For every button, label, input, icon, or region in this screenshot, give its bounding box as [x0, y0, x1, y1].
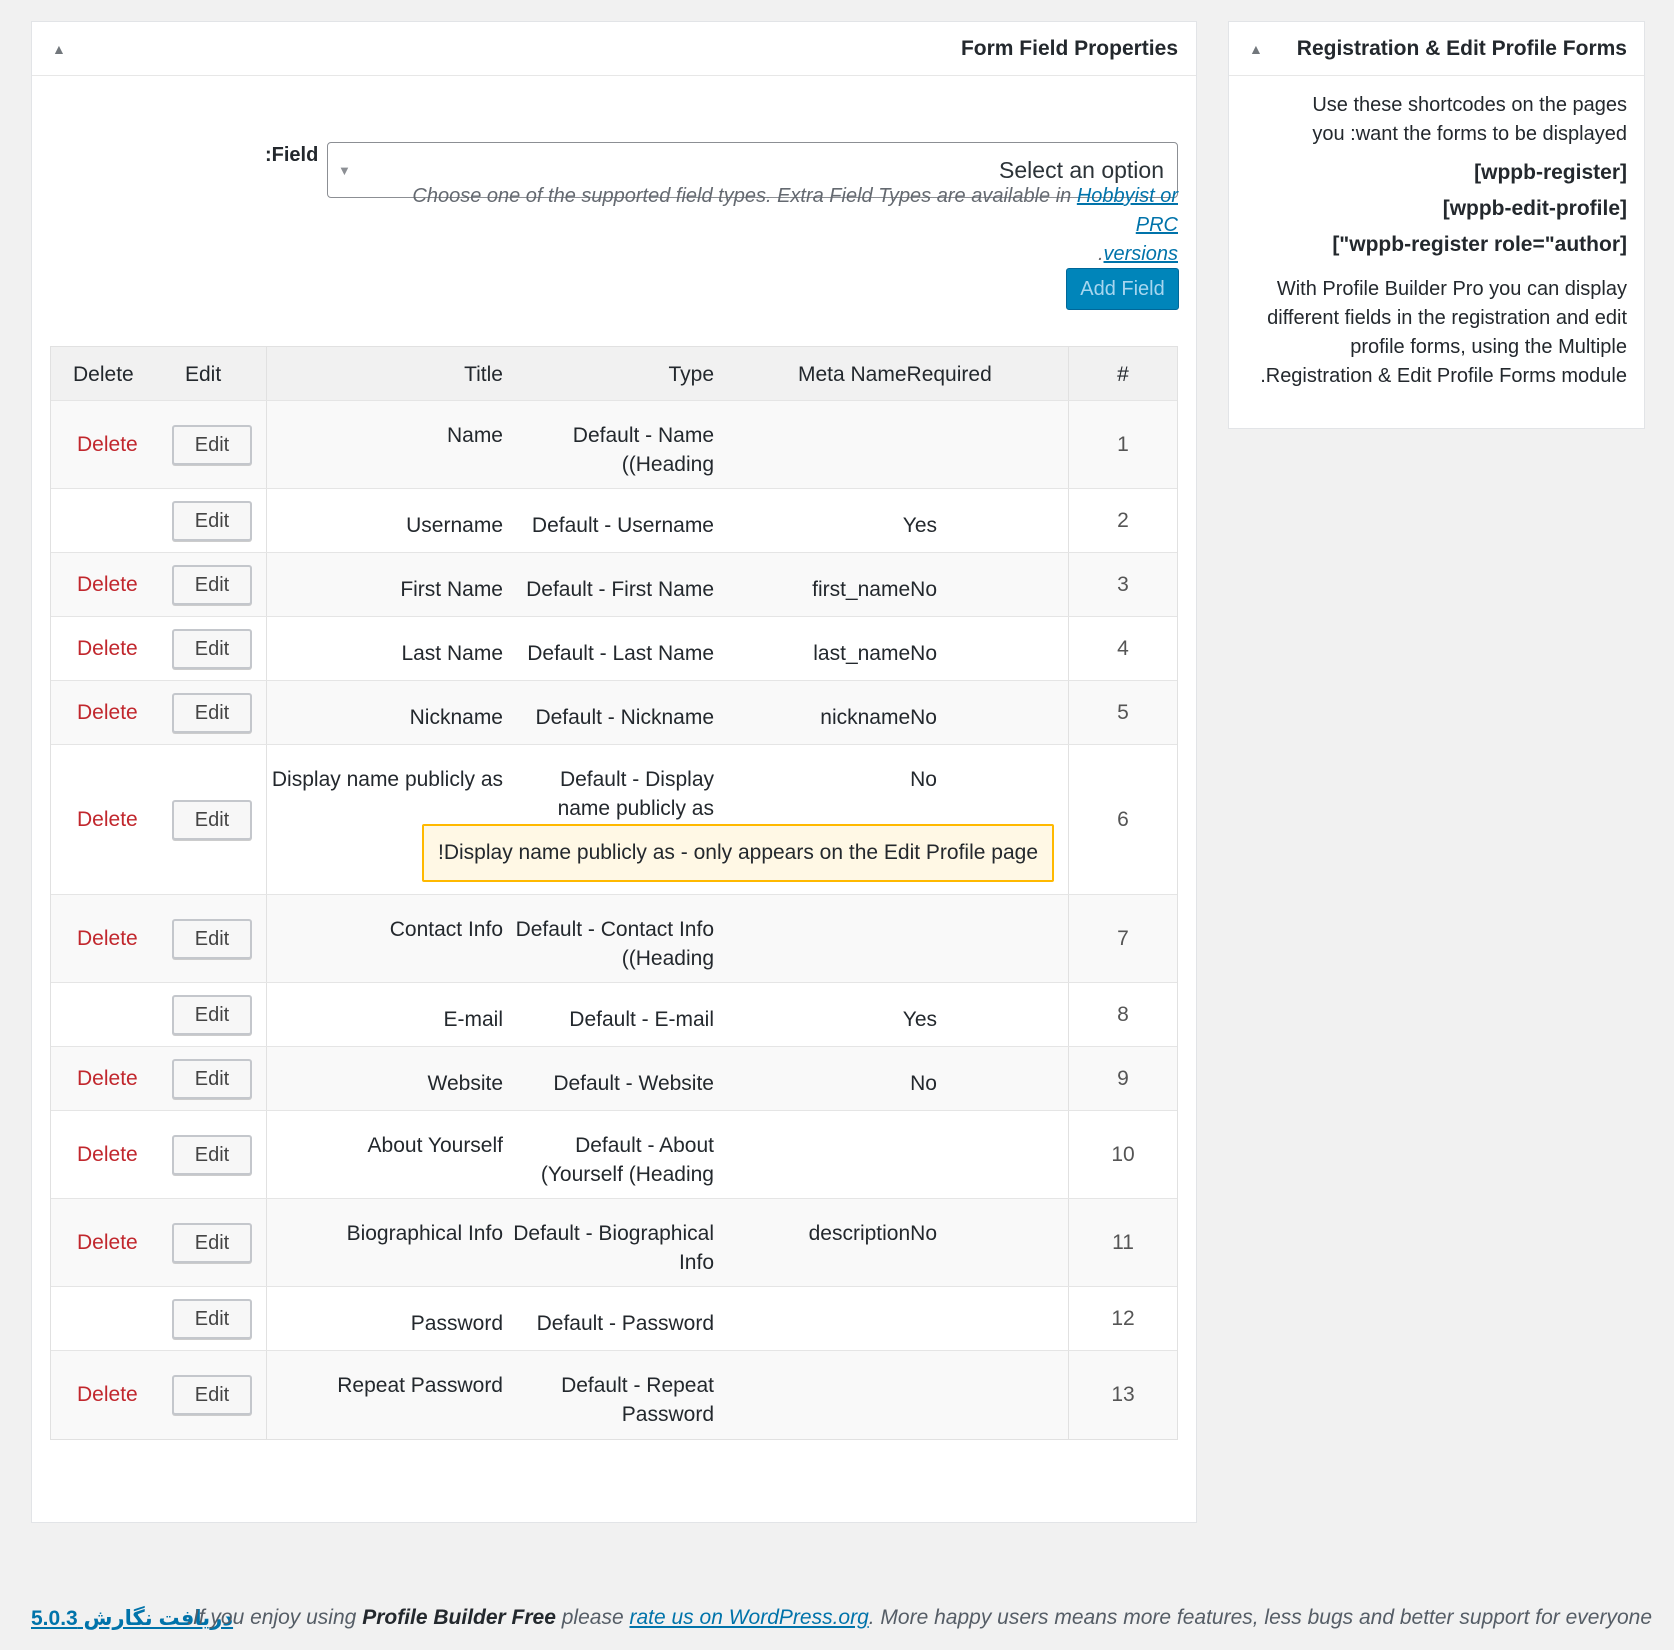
table-row [51, 1287, 1177, 1351]
field-title: Display name publicly as [271, 768, 503, 791]
table-row [51, 1047, 1177, 1111]
edit-button[interactable]: Edit [172, 425, 252, 465]
hint-text: Choose one of the supported field types. Extra Field Types are available in [412, 185, 1072, 207]
delete-link[interactable]: Delete [77, 808, 138, 831]
field-meta-required: No [910, 1072, 937, 1095]
collapse-toggle-icon[interactable]: ▲ [1249, 40, 1263, 57]
field-title: About Yourself [367, 1134, 503, 1157]
delete-link[interactable]: Delete [77, 433, 138, 456]
field-number: 9 [1117, 1067, 1129, 1090]
form-field-properties-box [31, 21, 1197, 1523]
shortcode-list [1249, 155, 1627, 263]
field-type: Default - Repeat Password [561, 1374, 714, 1426]
table-row [51, 617, 1177, 681]
delete-link[interactable]: Delete [77, 1067, 138, 1090]
side-box-title: Registration & Edit Profile Forms [1296, 36, 1627, 60]
field-meta-required: Yes [902, 514, 937, 537]
footer-post: . More happy users means more features, less bugs and better support for everyone [868, 1606, 1652, 1629]
field-title: Website [427, 1072, 503, 1095]
table-row [51, 745, 1177, 895]
table-row [51, 895, 1177, 983]
delete-link[interactable]: Delete [77, 573, 138, 596]
table-row [51, 489, 1177, 553]
chevron-down-icon: ▼ [338, 162, 351, 178]
edit-button[interactable]: Edit [172, 565, 252, 605]
footer-mid: please [561, 1606, 624, 1629]
edit-button[interactable]: Edit [172, 629, 252, 669]
shortcode-register: [wppb-register] [1474, 161, 1627, 184]
field-number: 11 [1112, 1231, 1134, 1254]
field-type: Default - Biographical Info [513, 1222, 714, 1274]
table-row [51, 1111, 1177, 1199]
field-type: Default - Nickname [535, 706, 714, 729]
footer-brand: Profile Builder Free [362, 1606, 556, 1629]
field-number: 5 [1117, 701, 1129, 724]
field-meta-required: nicknameNo [820, 706, 937, 729]
pro-upsell-text: With Profile Builder Pro you can display different fields in the registration and edit profile forms, using the Multiple .Registration & Edit Profile Forms module [1260, 278, 1627, 387]
registration-forms-header [1229, 22, 1644, 76]
edit-profile-notice: !Display name publicly as - only appears on the Edit Profile page [422, 824, 1054, 882]
field-meta-required: descriptionNo [808, 1222, 937, 1245]
edit-button[interactable]: Edit [172, 1375, 252, 1415]
select-value: Select an option [999, 156, 1164, 183]
edit-button[interactable]: Edit [172, 919, 252, 959]
shortcode-register-author: ["wppb-register role="author] [1332, 233, 1627, 256]
field-title: Contact Info [389, 918, 503, 941]
field-type: Default - E-mail [569, 1008, 714, 1031]
delete-link[interactable]: Delete [77, 1383, 138, 1406]
table-row [51, 1351, 1177, 1439]
field-meta-required: No [910, 768, 937, 791]
field-number: 6 [1117, 808, 1129, 831]
header-number: # [1117, 363, 1129, 386]
header-edit: Edit [185, 363, 222, 386]
side-box-body [1229, 91, 1644, 391]
field-number: 3 [1117, 573, 1129, 596]
field-type: Default - Password [536, 1312, 714, 1335]
field-type: Default - About (Yourself (Heading [540, 1134, 714, 1186]
delete-link[interactable]: Delete [77, 637, 138, 660]
field-label: :Field [265, 144, 319, 166]
edit-button[interactable]: Edit [172, 1059, 252, 1099]
field-title: Last Name [401, 642, 503, 665]
delete-link[interactable]: Delete [77, 701, 138, 724]
field-type: Default - Name ((Heading [572, 424, 714, 476]
field-number: 8 [1117, 1003, 1129, 1026]
table-row [51, 553, 1177, 617]
edit-button[interactable]: Edit [172, 693, 252, 733]
header-delete: Delete [73, 363, 134, 386]
footer-rating-message [187, 1606, 1652, 1630]
header-title[interactable]: Title [464, 363, 503, 386]
delete-link[interactable]: Delete [77, 927, 138, 950]
table-row [51, 681, 1177, 745]
column-divider [266, 347, 267, 400]
shortcode-intro: Use these shortcodes on the pages you :want the forms to be displayed [1312, 94, 1627, 145]
delete-link[interactable]: Delete [77, 1231, 138, 1254]
field-type: Default - Website [553, 1072, 714, 1095]
edit-button[interactable]: Edit [172, 995, 252, 1035]
header-meta-required: Meta NameRequired [798, 363, 992, 386]
field-number: 12 [1111, 1307, 1135, 1330]
field-type-hint [378, 182, 1178, 269]
field-title: Password [410, 1312, 503, 1335]
field-number: 7 [1117, 927, 1129, 950]
field-meta-required: last_nameNo [813, 642, 937, 665]
table-row [51, 1199, 1177, 1287]
field-type: Default - Username [531, 514, 714, 537]
edit-button[interactable]: Edit [172, 1223, 252, 1263]
field-number: 4 [1117, 637, 1129, 660]
shortcode-edit-profile: [wppb-edit-profile] [1442, 197, 1627, 220]
table-header-row [51, 347, 1177, 401]
hobbyist-pro-link[interactable]: Hobbyist or PRC [1076, 185, 1178, 236]
form-field-properties-header [32, 22, 1196, 76]
field-title: E-mail [443, 1008, 503, 1031]
edit-button[interactable]: Edit [172, 1135, 252, 1175]
field-type: Default - First Name [526, 578, 714, 601]
box-title: Form Field Properties [960, 36, 1178, 60]
field-meta-required: Yes [902, 1008, 937, 1031]
edit-button[interactable]: Edit [172, 800, 252, 840]
collapse-toggle-icon[interactable]: ▲ [52, 40, 66, 57]
table-row [51, 401, 1177, 489]
field-title: Nickname [409, 706, 503, 729]
fields-table [50, 346, 1178, 1440]
field-meta-required: first_nameNo [812, 578, 937, 601]
field-type: Default - Display name publicly as [557, 768, 714, 820]
field-title: Biographical Info [346, 1222, 503, 1245]
field-type: Default - Last Name [527, 642, 714, 665]
field-title: Name [446, 424, 503, 447]
registration-forms-box [1228, 21, 1645, 429]
field-select-row [32, 122, 1198, 182]
field-number: 2 [1117, 509, 1129, 532]
add-field-button[interactable]: Add Field [1066, 268, 1179, 310]
footer-pre: .If you enjoy using [187, 1606, 357, 1629]
edit-button[interactable]: Edit [172, 501, 252, 541]
field-number: 13 [1111, 1383, 1135, 1406]
versions-link[interactable]: versions [1103, 243, 1178, 265]
field-title: Username [406, 514, 503, 537]
version-link[interactable]: دریافت نگارش 5.0.3 [31, 1607, 234, 1630]
field-title: First Name [400, 578, 503, 601]
hint-end: . [1097, 243, 1104, 265]
rate-us-link[interactable]: rate us on WordPress.org [629, 1606, 869, 1629]
edit-button[interactable]: Edit [172, 1299, 252, 1339]
table-row [51, 983, 1177, 1047]
field-title: Repeat Password [337, 1374, 503, 1397]
delete-link[interactable]: Delete [77, 1143, 138, 1166]
header-type[interactable]: Type [668, 363, 714, 386]
field-number: 10 [1111, 1143, 1135, 1166]
field-number: 1 [1117, 433, 1129, 456]
field-type: Default - Contact Info ((Heading [515, 918, 714, 970]
